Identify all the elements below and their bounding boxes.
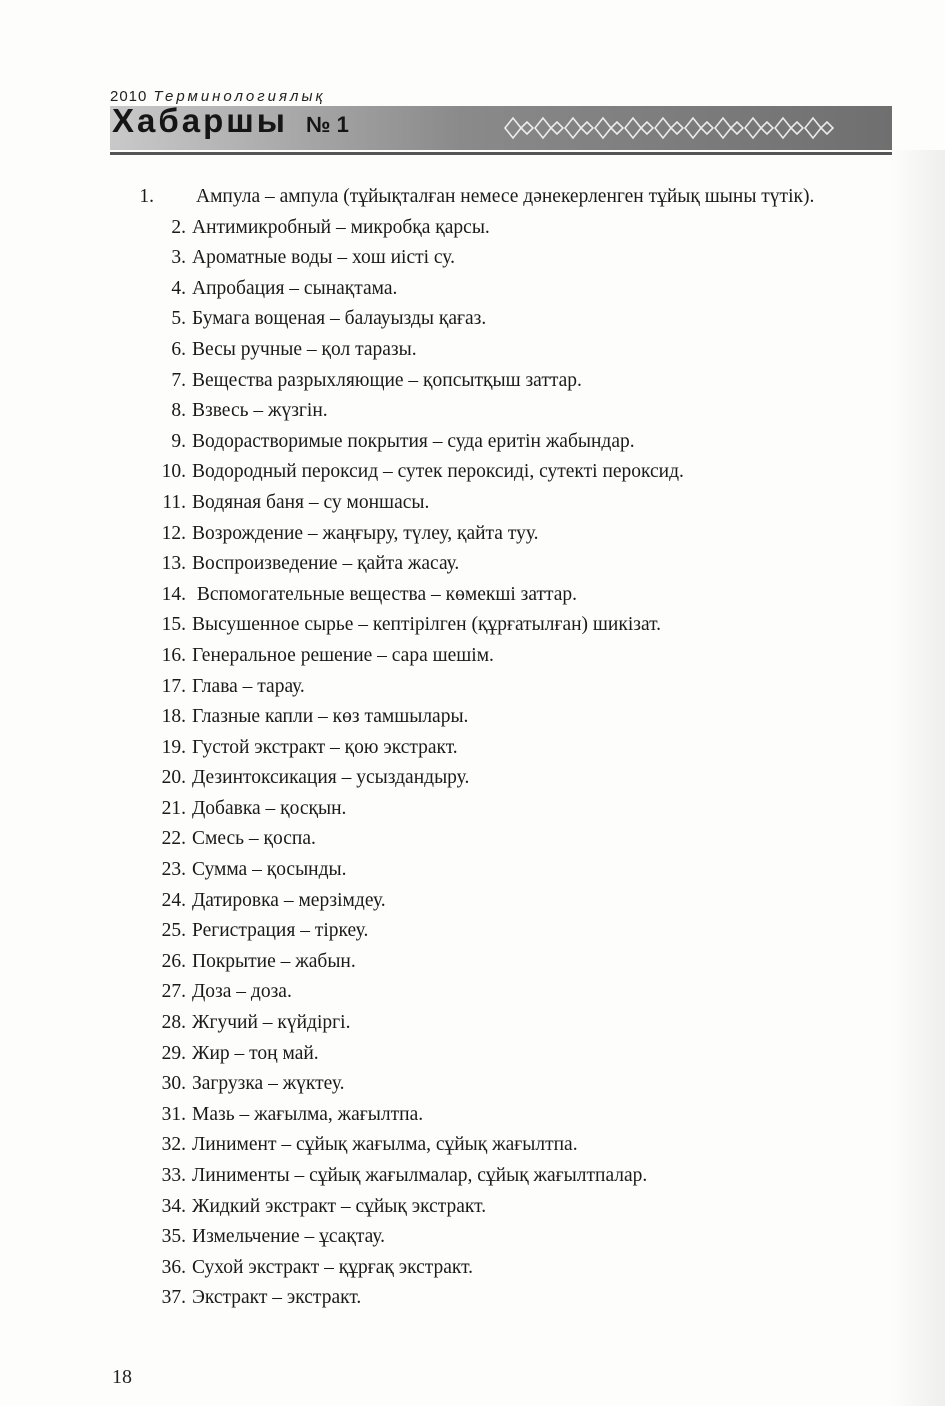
term-text: Измельчение – ұсақтау. xyxy=(192,1226,386,1248)
ornament-motif xyxy=(565,118,593,138)
term-number: 37. xyxy=(161,1287,186,1309)
term-text: Водорастворимые покрытия – суда еритін жабындар. xyxy=(192,430,635,452)
term-number: 30. xyxy=(161,1073,186,1095)
ornament-motif xyxy=(715,118,743,138)
list-item xyxy=(110,580,888,611)
term-text: Дезинтоксикация – усыздандыру. xyxy=(192,767,470,789)
term-text: Жидкий экстракт – сұйық экстракт. xyxy=(192,1195,487,1217)
term-text: Глава – тарау. xyxy=(192,675,305,697)
term-number: 15. xyxy=(161,614,186,636)
ornament-motif xyxy=(505,118,533,138)
list-item xyxy=(110,855,888,886)
term-text: Глазные капли – көз тамшылары. xyxy=(192,706,469,728)
term-number: 7. xyxy=(171,369,186,391)
term-number: 35. xyxy=(161,1226,186,1248)
list-item xyxy=(110,1100,888,1131)
term-text: Экстракт – экстракт. xyxy=(192,1287,362,1309)
page-number: 18 xyxy=(112,1366,132,1388)
term-text: Возрождение – жаңғыру, түлеу, қайта туу. xyxy=(192,522,539,544)
term-number: 18. xyxy=(161,706,186,728)
term-number: 23. xyxy=(161,859,186,881)
term-number: 5. xyxy=(171,308,186,330)
list-item xyxy=(110,488,888,519)
term-number: 33. xyxy=(161,1165,186,1186)
list-item xyxy=(110,427,888,458)
list-item xyxy=(110,824,888,855)
page-edge-shadow xyxy=(890,150,945,1406)
term-text: Мазь – жағылма, жағылтпа. xyxy=(192,1103,424,1125)
term-text: Антимикробный – микробқа қарсы. xyxy=(192,216,490,238)
term-number: 13. xyxy=(161,553,186,575)
term-number: 22. xyxy=(161,828,186,850)
term-number: 10. xyxy=(161,461,186,483)
list-item xyxy=(110,947,888,978)
term-number: 34. xyxy=(161,1195,186,1217)
term-number: 19. xyxy=(161,736,186,758)
term-number: 29. xyxy=(161,1042,186,1064)
journal-title: Хабаршы xyxy=(112,102,288,139)
list-item xyxy=(110,672,888,703)
term-text: Водяная баня – су моншасы. xyxy=(192,491,430,513)
ornament-motif xyxy=(775,118,803,138)
term-text: Ампула – ампула (тұйықталған немесе дәнекерленген тұйық шыны түтік). xyxy=(196,186,815,207)
list-item xyxy=(110,457,888,488)
term-list xyxy=(110,182,888,1314)
running-header xyxy=(110,88,892,168)
term-text: Весы ручные – қол таразы. xyxy=(192,338,417,360)
term-number: 8. xyxy=(171,400,186,422)
term-text: Жгучий – күйдіргі. xyxy=(192,1012,351,1034)
term-number: 36. xyxy=(161,1256,186,1278)
list-item xyxy=(110,1008,888,1039)
term-text: Густой экстракт – қою экстракт. xyxy=(192,736,458,758)
list-item xyxy=(110,243,888,274)
term-text: Доза – доза. xyxy=(192,981,292,1003)
term-text: Водородный пероксид – сутек пероксиді, сутекті пероксид. xyxy=(192,461,684,483)
list-item xyxy=(110,977,888,1008)
list-item xyxy=(110,549,888,580)
term-text: Линимент – сұйық жағылма, сұйық жағылтпа. xyxy=(192,1134,578,1156)
ornament-motif xyxy=(745,118,773,138)
list-item xyxy=(110,794,888,825)
term-text: Вспомогательные вещества – көмекші заттар. xyxy=(192,583,578,605)
list-item xyxy=(110,916,888,947)
term-text: Добавка – қосқын. xyxy=(192,797,347,819)
list-item xyxy=(110,396,888,427)
list-item xyxy=(110,1161,888,1192)
term-number: 2. xyxy=(171,216,186,238)
term-number: 3. xyxy=(171,247,186,269)
term-number: 21. xyxy=(161,797,186,819)
term-number: 20. xyxy=(161,767,186,789)
term-text: Взвесь – жүзгін. xyxy=(192,400,328,422)
term-text: Жир – тоң май. xyxy=(192,1042,319,1064)
list-item xyxy=(110,213,888,244)
term-text: Бумага вощеная – балауызды қағаз. xyxy=(192,308,487,330)
list-item xyxy=(110,182,888,213)
list-item xyxy=(110,1192,888,1223)
list-item xyxy=(110,1283,888,1314)
term-number: 32. xyxy=(161,1134,186,1156)
ornament-motif xyxy=(535,118,563,138)
list-item xyxy=(110,641,888,672)
term-number: 17. xyxy=(161,675,186,697)
term-text: Сухой экстракт – құрғақ экстракт. xyxy=(192,1256,474,1278)
term-text: Покрытие – жабын. xyxy=(192,950,356,972)
issue-number: № 1 xyxy=(306,112,349,137)
term-number: 31. xyxy=(161,1103,186,1125)
term-number: 1. xyxy=(139,186,154,207)
header-rule xyxy=(110,152,892,155)
ornament-motif xyxy=(685,118,713,138)
term-number: 11. xyxy=(162,491,186,513)
ornament-motif xyxy=(655,118,683,138)
list-item xyxy=(110,702,888,733)
list-item xyxy=(110,1069,888,1100)
header-subtitle: Терминологиялық xyxy=(153,88,326,105)
ornament-motif xyxy=(595,118,623,138)
term-number: 14. xyxy=(161,583,186,605)
ornament-motif xyxy=(805,118,833,138)
term-text: Сумма – қосынды. xyxy=(192,859,347,881)
list-item xyxy=(110,886,888,917)
list-item xyxy=(110,519,888,550)
term-number: 16. xyxy=(161,644,186,666)
term-number: 9. xyxy=(171,430,186,452)
term-text: Высушенное сырье – кептірілген (құрғатылған) шикізат. xyxy=(192,614,662,636)
term-number: 6. xyxy=(171,338,186,360)
list-item xyxy=(110,1253,888,1284)
term-text: Линименты – сұйық жағылмалар, сұйық жағылтпалар. xyxy=(192,1165,648,1186)
term-number: 25. xyxy=(161,920,186,942)
term-number: 12. xyxy=(161,522,186,544)
term-number: 24. xyxy=(161,889,186,911)
list-item xyxy=(110,304,888,335)
term-text: Смесь – қоспа. xyxy=(192,828,316,850)
term-number: 27. xyxy=(161,981,186,1003)
term-text: Ароматные воды – хош иісті су. xyxy=(192,247,455,269)
term-number: 28. xyxy=(161,1012,186,1034)
header-year: 2010 xyxy=(110,88,148,105)
list-item xyxy=(110,335,888,366)
list-item xyxy=(110,366,888,397)
list-item xyxy=(110,274,888,305)
term-text: Воспроизведение – қайта жасау. xyxy=(192,553,460,575)
list-item xyxy=(110,763,888,794)
term-number: 26. xyxy=(161,950,186,972)
term-text: Апробация – сынақтама. xyxy=(192,277,398,299)
list-item xyxy=(110,733,888,764)
list-item xyxy=(110,610,888,641)
term-text: Вещества разрыхляющие – қопсытқыш заттар. xyxy=(192,369,582,391)
list-item xyxy=(110,1222,888,1253)
ornament-icon xyxy=(495,108,840,148)
term-text: Датировка – мерзімдеу. xyxy=(192,889,386,911)
ornament-motif xyxy=(625,118,653,138)
list-item xyxy=(110,1130,888,1161)
term-text: Генеральное решение – сара шешім. xyxy=(192,644,494,666)
term-text: Загрузка – жүктеу. xyxy=(192,1073,345,1095)
term-text: Регистрация – тіркеу. xyxy=(192,920,369,942)
list-item xyxy=(110,1039,888,1070)
term-number: 4. xyxy=(171,277,186,299)
